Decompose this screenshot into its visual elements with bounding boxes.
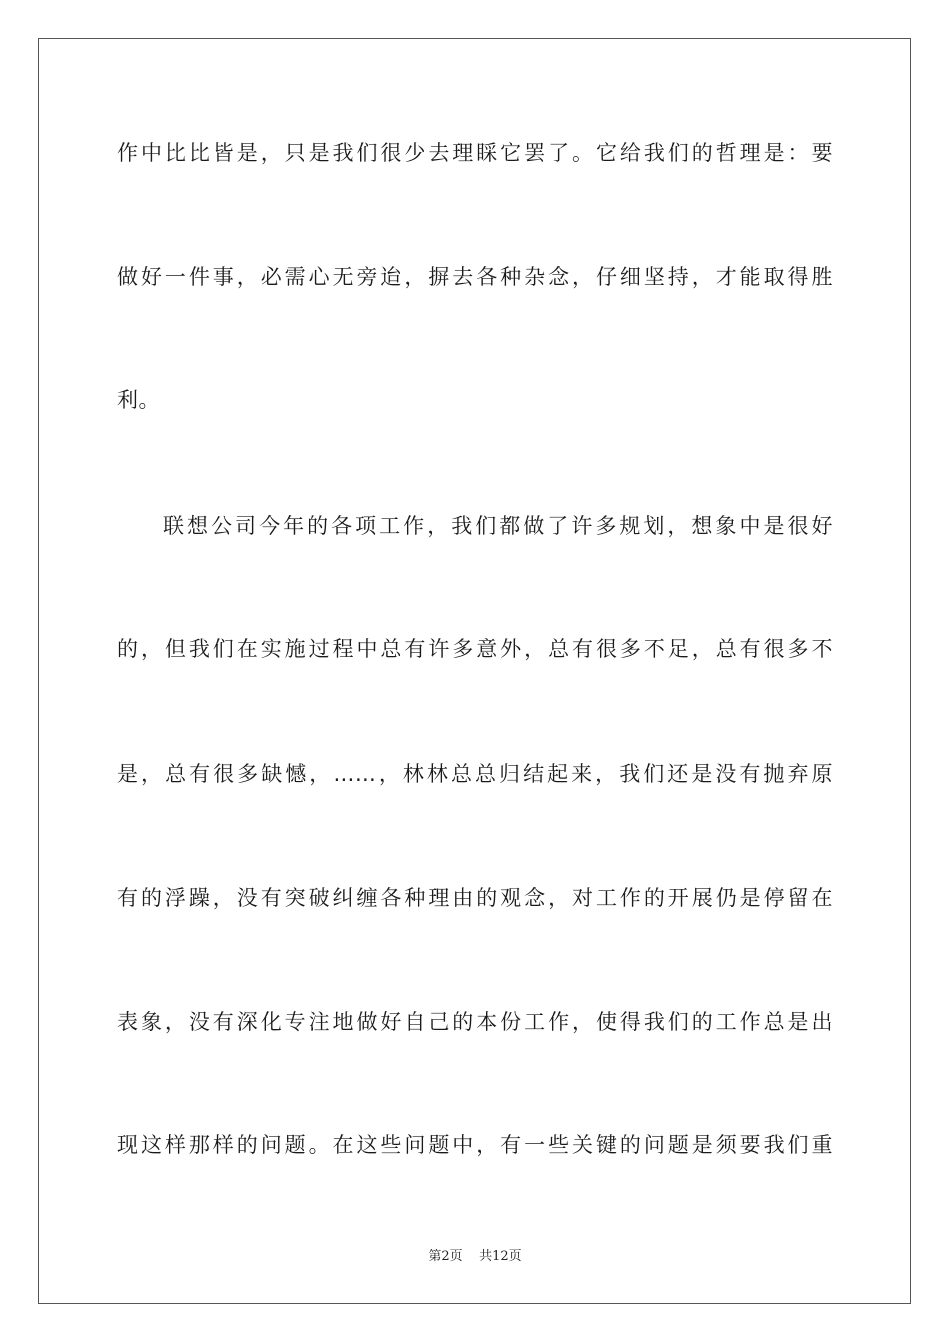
text-line-4-paragraph-start: 联想公司今年的各项工作，我们都做了许多规划，想象中是很好 (163, 514, 833, 538)
page-footer (0, 1248, 950, 1266)
text-line-1: 作中比比皆是，只是我们很少去理睬它罢了。它给我们的哲理是：要 (117, 141, 833, 165)
total-pages: 共12页 (479, 1249, 522, 1264)
page-border (38, 38, 911, 1304)
page-number: 第2页 (428, 1249, 463, 1264)
text-line-9: 现这样那样的问题。在这些问题中，有一些关键的问题是须要我们重 (117, 1133, 833, 1157)
text-line-2: 做好一件事，必需心无旁迨，摒去各种杂念，仔细坚持，才能取得胜 (117, 265, 833, 289)
text-line-6: 是，总有很多缺憾，……，林林总总归结起来，我们还是没有抛弃原 (117, 762, 833, 786)
text-line-5: 的，但我们在实施过程中总有许多意外，总有很多不足，总有很多不 (117, 637, 833, 661)
text-line-8: 表象，没有深化专注地做好自己的本份工作，使得我们的工作总是出 (117, 1010, 833, 1034)
text-line-7: 有的浮躁，没有突破纠缠各种理由的观念，对工作的开展仍是停留在 (117, 886, 833, 910)
text-line-3: 利。 (117, 388, 160, 412)
